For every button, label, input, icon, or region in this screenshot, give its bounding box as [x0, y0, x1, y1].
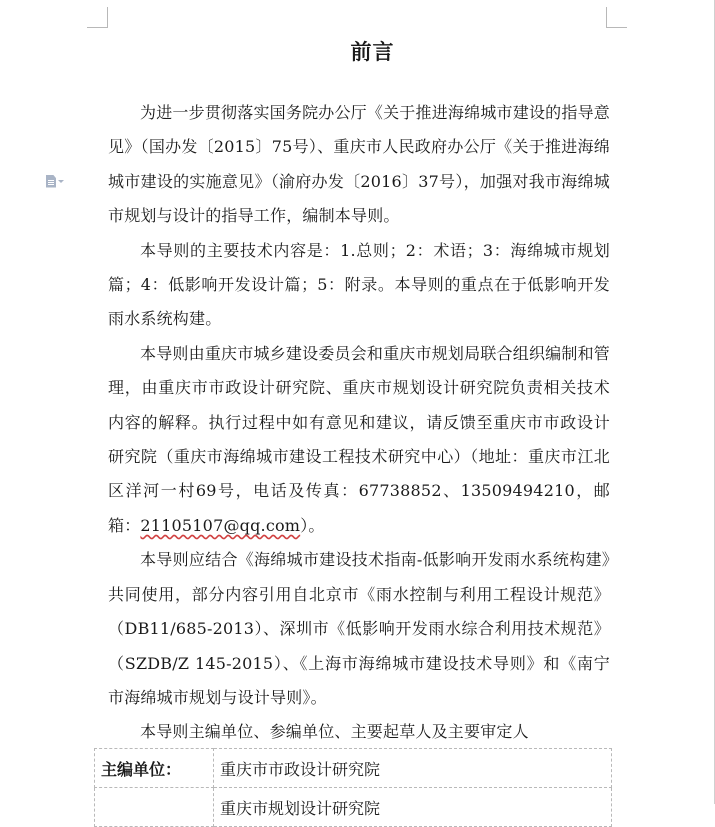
- paragraph-3-end: ）。: [300, 515, 325, 535]
- page-title: 前言: [350, 40, 395, 64]
- paragraph-3-text: 本导则由重庆市城乡建设委员会和重庆市规划局联合组织编制和管理，由重庆市市政设计研究院、重庆市规划设计研究院负责相关技术内容的解释。执行过程中如有意见和建议，请反馈至重庆市市政设计研究院（重庆市海绵城市建设工程技术研究中心）（地址：重庆市江北区洋河一村69号，电话及传真：67738852、13509494210，邮箱：: [108, 343, 610, 535]
- paragraph-5: 本导则主编单位、参编单位、主要起草人及主要审定人: [140, 722, 529, 742]
- email-text: 21105107@qq.com: [140, 515, 301, 535]
- page-corner-mark-left: [87, 7, 108, 28]
- table-row: [95, 788, 612, 827]
- table-cell-label: 主编单位：: [95, 749, 214, 788]
- doc-glyph-icon: [46, 175, 56, 188]
- paragraph-3: [108, 337, 610, 543]
- chevron-down-icon: [58, 180, 64, 183]
- document-body: [108, 96, 610, 750]
- paragraph-4: 本导则应结合《海绵城市建设技术指南-低影响开发雨水系统构建》共同使用，部分内容引用自北京市《雨水控制与利用工程设计规范》（DB11/685-2013）、深圳市《低影响开发雨水综合利用技术规范》（SZDB/Z 145-2015）、《上海市海绵城市建设技术导则》和《南宁市海绵城市规划与设计导则》。: [108, 550, 610, 707]
- table-cell-value: 重庆市市政设计研究院: [214, 749, 612, 788]
- table-cell-value: 重庆市规划设计研究院: [214, 788, 612, 827]
- editors-table: [94, 748, 612, 827]
- table-row: [95, 749, 612, 788]
- page-corner-mark-right: [606, 7, 627, 28]
- table-cell-label: [95, 788, 214, 827]
- comment-doc-icon[interactable]: [46, 174, 72, 188]
- paragraph-1: 为进一步贯彻落实国务院办公厅《关于推进海绵城市建设的指导意见》（国办发〔2015〕75号）、重庆市人民政府办公厅《关于推进海绵城市建设的实施意见》（渝府办发〔2016〕37号），加强对我市海绵城市规划与设计的指导工作，编制本导则。: [108, 103, 610, 226]
- paragraph-2: 本导则的主要技术内容是：1.总则；2：术语；3：海绵城市规划篇；4：低影响开发设计篇；5：附录。本导则的重点在于低影响开发雨水系统构建。: [108, 240, 610, 329]
